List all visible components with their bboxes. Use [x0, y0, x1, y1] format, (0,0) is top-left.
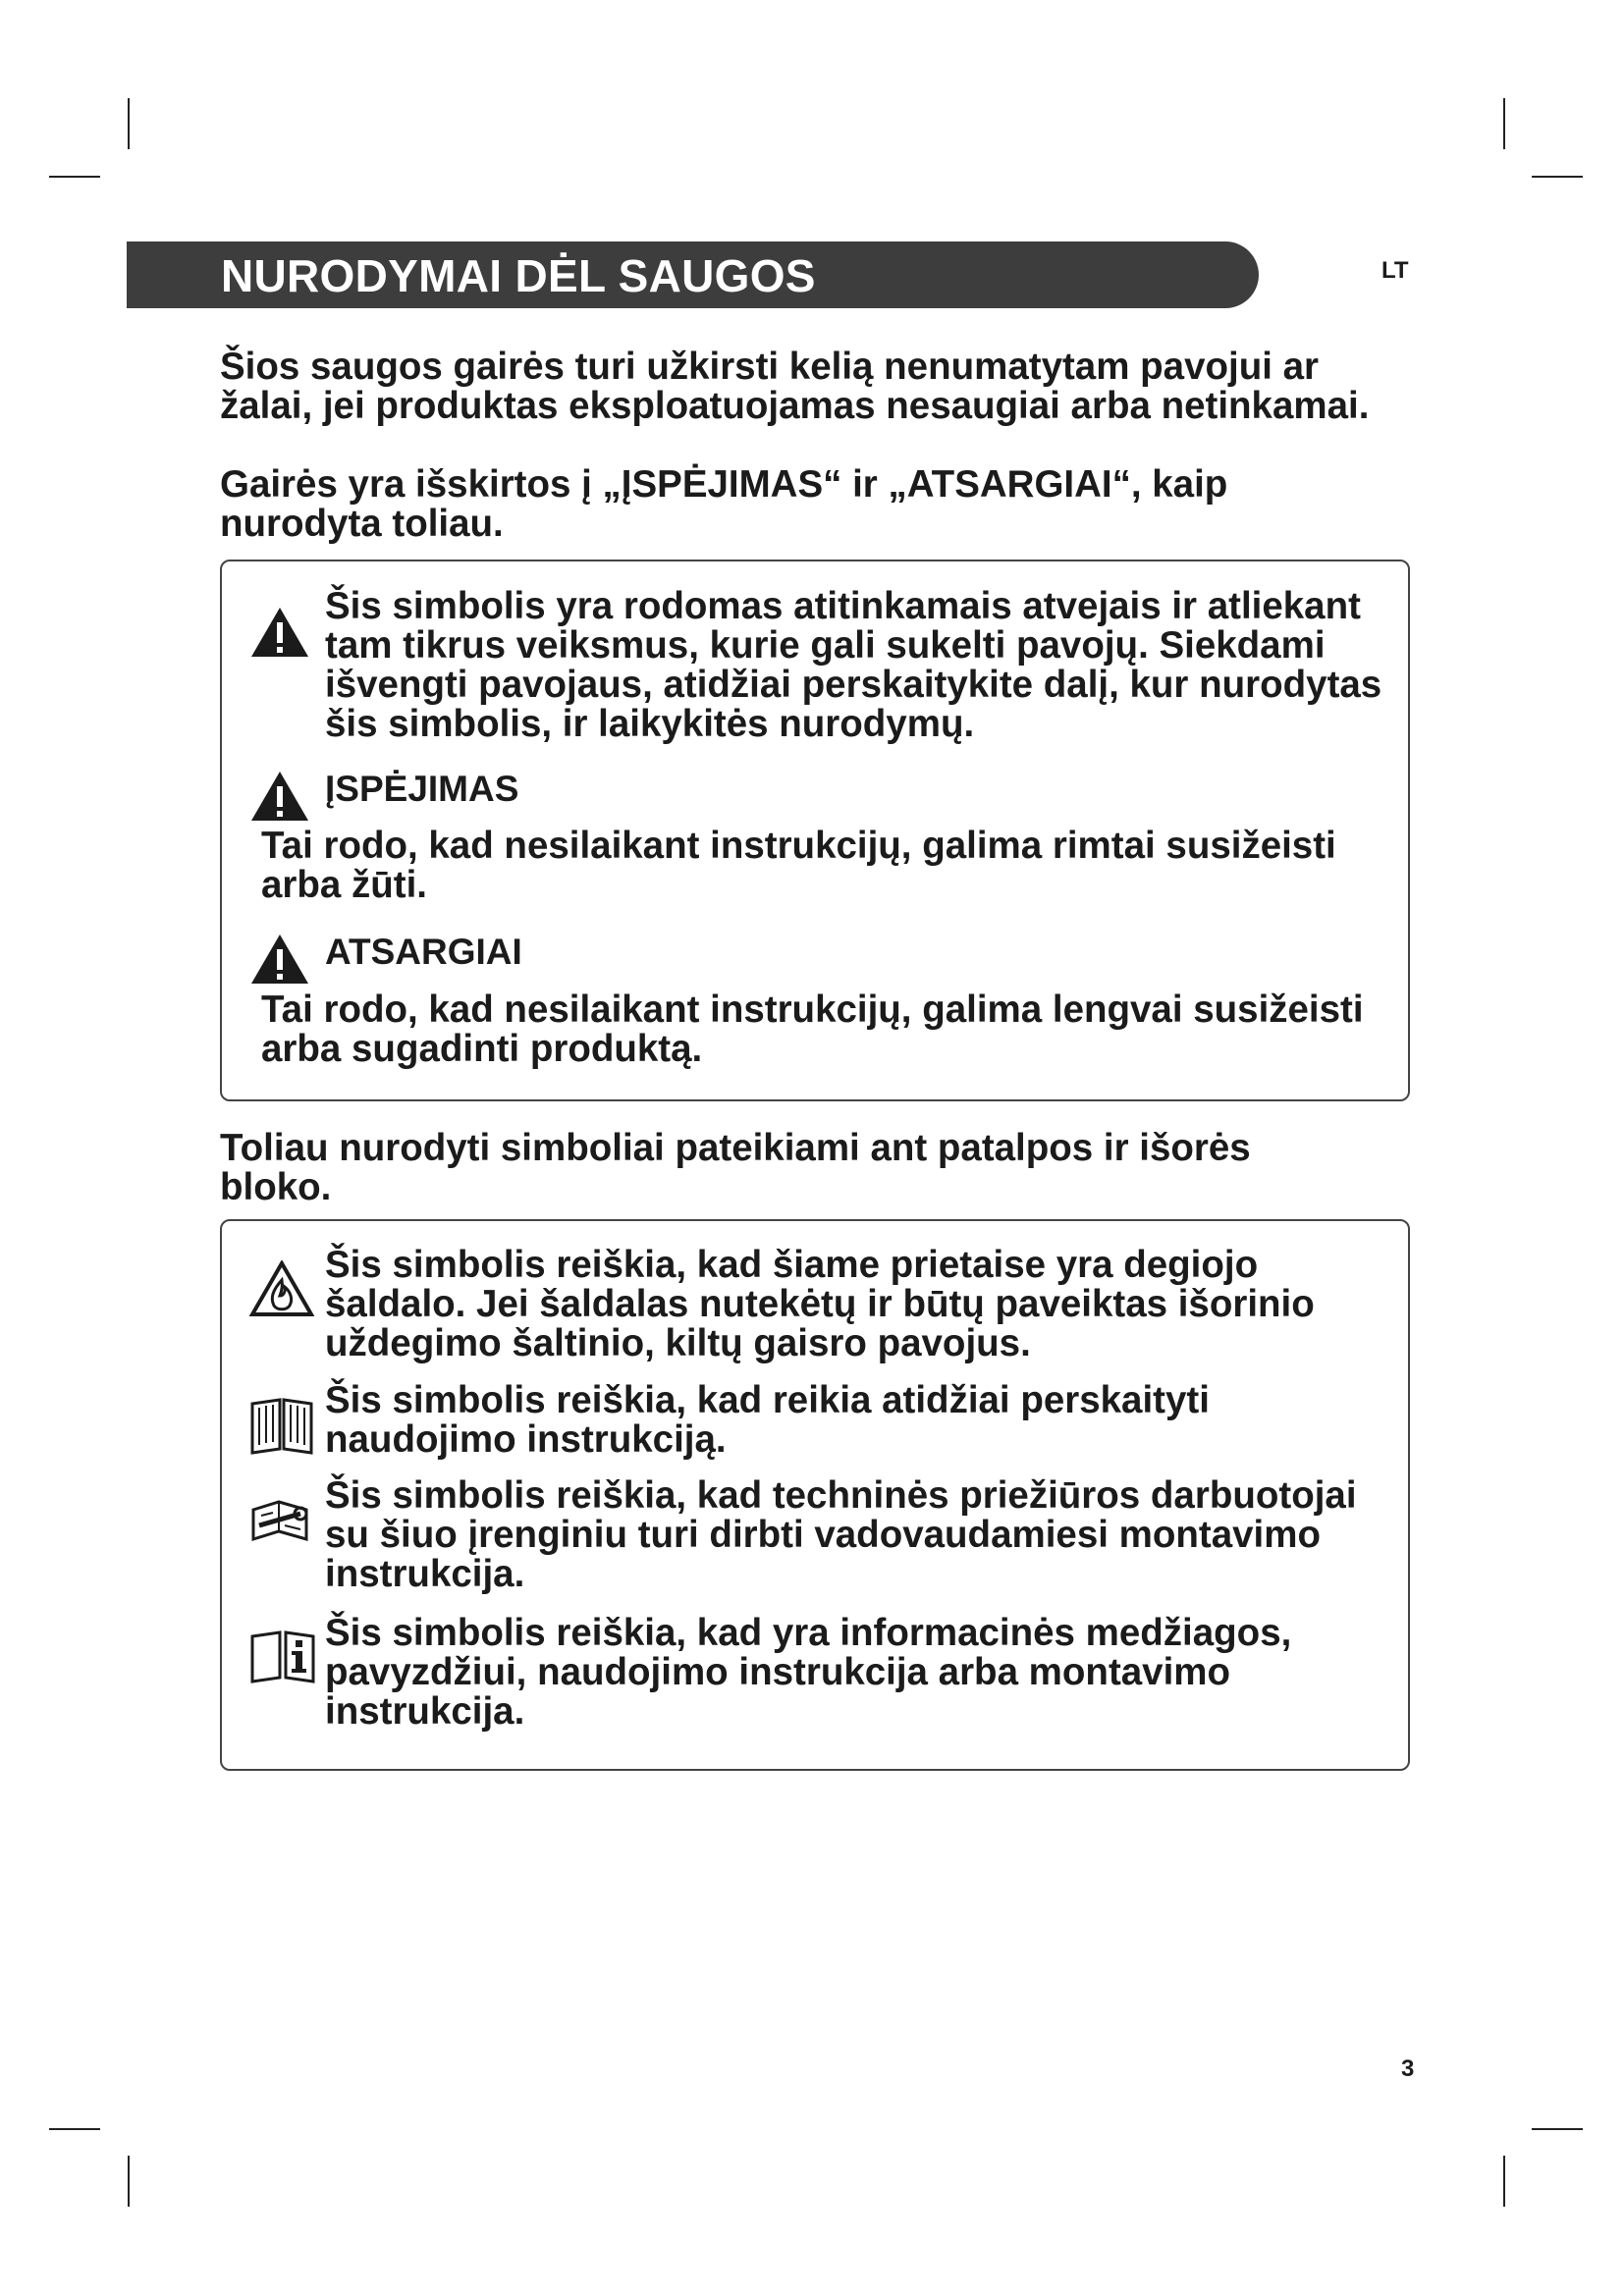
caution-triangle-icon	[249, 933, 310, 986]
crop-mark	[1503, 2156, 1505, 2207]
caution-label: ATSARGIAI	[325, 932, 522, 972]
general-symbol-description: Šis simbolis yra rodomas atitinkamais atvejais ir atliekant tam tikrus veiksmus, kurie gali sukelti pavojų. Siekdami išvengti pavojaus, atidžiai perskaitykite dalį, kur nurodytas šis simbolis, ir laikykitės nurodymų.	[325, 585, 1382, 745]
unit-symbol-description: Šis simbolis reiškia, kad yra informacinės medžiagos, pavyzdžiui, naudojimo instrukcija arba montavimo instrukcija.	[325, 1612, 1292, 1733]
crop-mark	[1532, 2128, 1583, 2130]
intro-paragraph-2: Gairės yra išskirtos į „ĮSPĖJIMAS“ ir „ATSARGIAI“, kaip nurodyta toliau.	[220, 463, 1228, 545]
unit-symbols-box	[220, 1219, 1410, 1771]
unit-symbol-description: Šis simbolis reiškia, kad reikia atidžiai perskaityti naudojimo instrukciją.	[325, 1379, 1210, 1461]
flammable-refrigerant-icon	[249, 1260, 314, 1317]
page-number: 3	[1401, 2056, 1415, 2082]
warning-description: Tai rodo, kad nesilaikant instrukcijų, galima rimtai susižeisti arba žūti.	[261, 825, 1336, 906]
intro-paragraph: Šios saugos gairės turi užkirsti kelią nenumatytam pavojui ar žalai, jei produktas eksploatuojamas nesaugiai arba netinkamai.	[220, 346, 1370, 427]
section-title: NURODYMAI DĖL SAUGOS	[221, 250, 816, 301]
warning-triangle-icon	[249, 770, 310, 823]
warning-label: ĮSPĖJIMAS	[325, 769, 519, 809]
section-header-bar	[127, 241, 1259, 308]
safety-symbols-box	[220, 560, 1410, 1101]
language-code: LT	[1381, 257, 1409, 284]
caution-description: Tai rodo, kad nesilaikant instrukcijų, galima lengvai susižeisti arba sugadinti produktą.	[261, 988, 1364, 1070]
crop-mark	[49, 2128, 100, 2130]
operation-manual-icon	[249, 1396, 314, 1455]
information-icon	[249, 1629, 316, 1683]
crop-mark	[128, 2156, 130, 2207]
crop-mark	[49, 176, 100, 178]
units-intro-paragraph: Toliau nurodyti simboliai pateikiami ant patalpos ir išorės bloko.	[220, 1127, 1251, 1208]
crop-mark	[1532, 176, 1583, 178]
crop-mark	[128, 98, 130, 149]
crop-mark	[1503, 98, 1505, 149]
service-manual-icon	[249, 1496, 316, 1551]
unit-symbol-description: Šis simbolis reiškia, kad šiame prietaise yra degiojo šaldalo. Jei šaldalas nutekėtų ir būtų paveiktas išorinio uždegimo šaltinio, kiltų gaisro pavojus.	[325, 1244, 1315, 1364]
unit-symbol-description: Šis simbolis reiškia, kad techninės priežiūros darbuotojai su šiuo įrenginiu turi dirbti vadovaudamiesi montavimo instrukcija.	[325, 1474, 1357, 1595]
warning-triangle-icon	[249, 606, 310, 659]
